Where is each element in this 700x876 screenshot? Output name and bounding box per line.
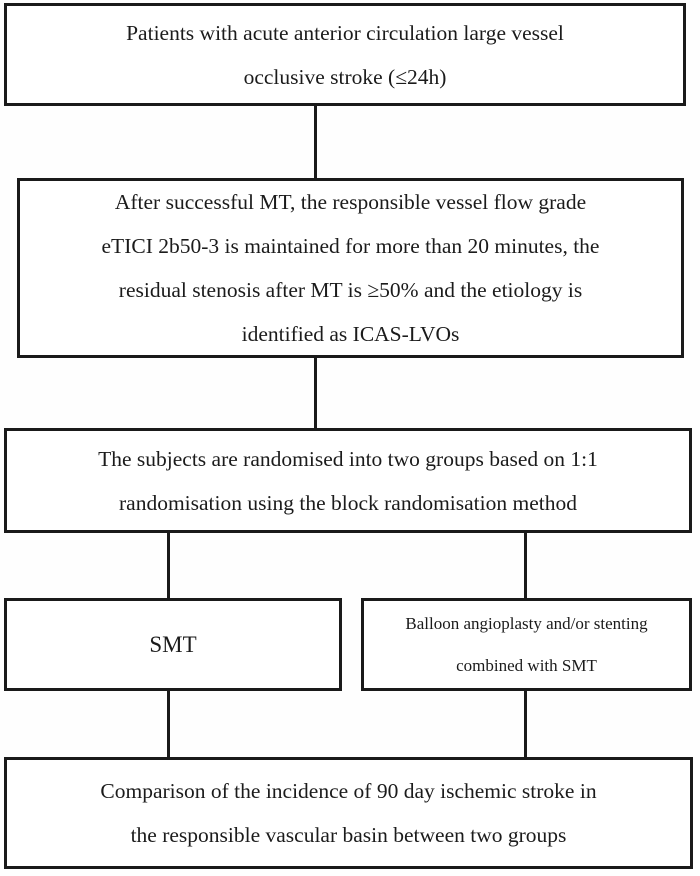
- flow-node-intervention-arm: [361, 598, 692, 691]
- flow-node-inclusion-criteria: [17, 178, 684, 358]
- flow-node-eligibility: [4, 3, 686, 106]
- node-text-line: The subjects are randomised into two groups based on 1:1: [98, 446, 598, 471]
- node-text-line: eTICI 2b50-3 is maintained for more than 20 minutes, the: [101, 234, 600, 258]
- node-text-line: the responsible vascular basin between two groups: [130, 823, 567, 847]
- flow-node-primary-outcome: [4, 757, 693, 869]
- node-text-line: Comparison of the incidence of 90 day ischemic stroke in: [100, 779, 597, 803]
- node-text-line: residual stenosis after MT is ≥50% and the etiology is: [118, 278, 583, 302]
- node-text-line: Patients with acute anterior circulation large vessel: [126, 20, 564, 45]
- node-text-line: combined with SMT: [456, 655, 597, 675]
- node-text-line: Balloon angioplasty and/or stenting: [405, 613, 648, 633]
- connector-control-to-outcome: [167, 691, 170, 757]
- connector-criteria-to-randomisation: [314, 358, 317, 428]
- connector-eligibility-to-criteria: [314, 106, 317, 178]
- flow-node-randomisation: [4, 428, 692, 533]
- node-text-line: After successful MT, the responsible vessel flow grade: [114, 190, 587, 214]
- flow-node-control-arm-smt: [4, 598, 342, 691]
- connector-randomisation-to-intervention: [524, 533, 527, 598]
- node-text-line: SMT: [149, 631, 197, 657]
- connector-intervention-to-outcome: [524, 691, 527, 757]
- node-text-line: occlusive stroke (≤24h): [243, 64, 447, 89]
- node-text-line: randomisation using the block randomisation method: [119, 490, 577, 515]
- node-text-line: identified as ICAS-LVOs: [241, 322, 460, 346]
- connector-randomisation-to-control: [167, 533, 170, 598]
